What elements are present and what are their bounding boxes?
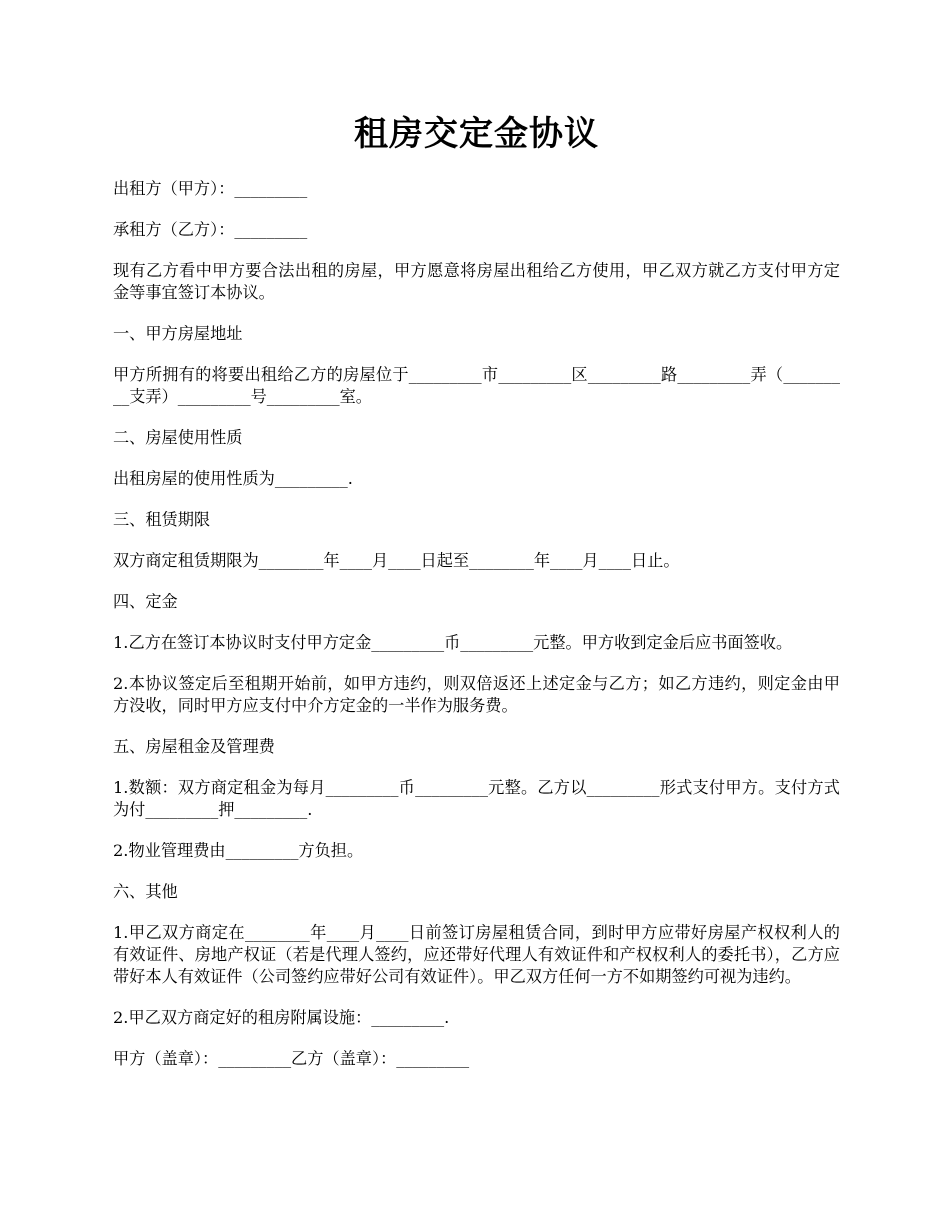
section-heading-usage: 二、房屋使用性质 <box>113 428 243 447</box>
lessor-line: 出租方（甲方）：_________ <box>113 179 308 198</box>
term-clause: 双方商定租赁期限为________年____月____日起至________年____月____日止。 <box>113 551 680 570</box>
section-heading-deposit: 四、定金 <box>113 592 178 611</box>
deposit-clause-1: 1.乙方在签订本协议时支付甲方定金_________币_________元整。甲方收到定金后应书面签收。 <box>113 633 793 652</box>
signature-line: 甲方（盖章）：_________乙方（盖章）：_________ <box>113 1049 470 1068</box>
other-clause-1: 1.甲乙双方商定在________年____月____日前签订房屋租赁合同，到时甲方应带好房屋产权权利人的有效证件、房地产权证（若是代理人签约，应还带好代理人有效证件和产权权利人的委托书），乙方应带好本人有效证件（公司签约应带好公司有效证件）。甲乙双方任何一方不如期签约可视为违约。 <box>113 923 840 986</box>
rent-clause-1: 1.数额：双方商定租金为每月_________币_________元整。乙方以_________形式支付甲方。支付方式为付_________押_________. <box>113 778 840 819</box>
document-title: 租房交定金协议 <box>354 114 599 154</box>
section-heading-term: 三、租赁期限 <box>113 510 211 529</box>
preamble: 现有乙方看中甲方要合法出租的房屋，甲方愿意将房屋出租给乙方使用，甲乙双方就乙方支付甲方定金等事宜签订本协议。 <box>113 261 840 302</box>
section-heading-rent: 五、房屋租金及管理费 <box>113 737 275 756</box>
deposit-clause-2: 2.本协议签定后至租期开始前，如甲方违约，则双倍返还上述定金与乙方；如乙方违约，则定金由甲方没收，同时甲方应支付中介方定金的一半作为服务费。 <box>113 674 840 715</box>
section-heading-address: 一、甲方房屋地址 <box>113 324 243 343</box>
lessee-line: 承租方（乙方）：_________ <box>113 220 308 239</box>
usage-clause: 出租房屋的使用性质为_________. <box>113 469 353 488</box>
rent-clause-2: 2.物业管理费由_________方负担。 <box>113 841 364 860</box>
document-page <box>113 110 840 1089</box>
section-heading-other: 六、其他 <box>113 882 178 901</box>
address-clause: 甲方所拥有的将要出租给乙方的房屋位于_________市_________区_________路_________弄（_________支弄）_________号_________室。 <box>113 365 840 406</box>
other-clause-2: 2.甲乙双方商定好的租房附属设施：_________. <box>113 1008 450 1027</box>
